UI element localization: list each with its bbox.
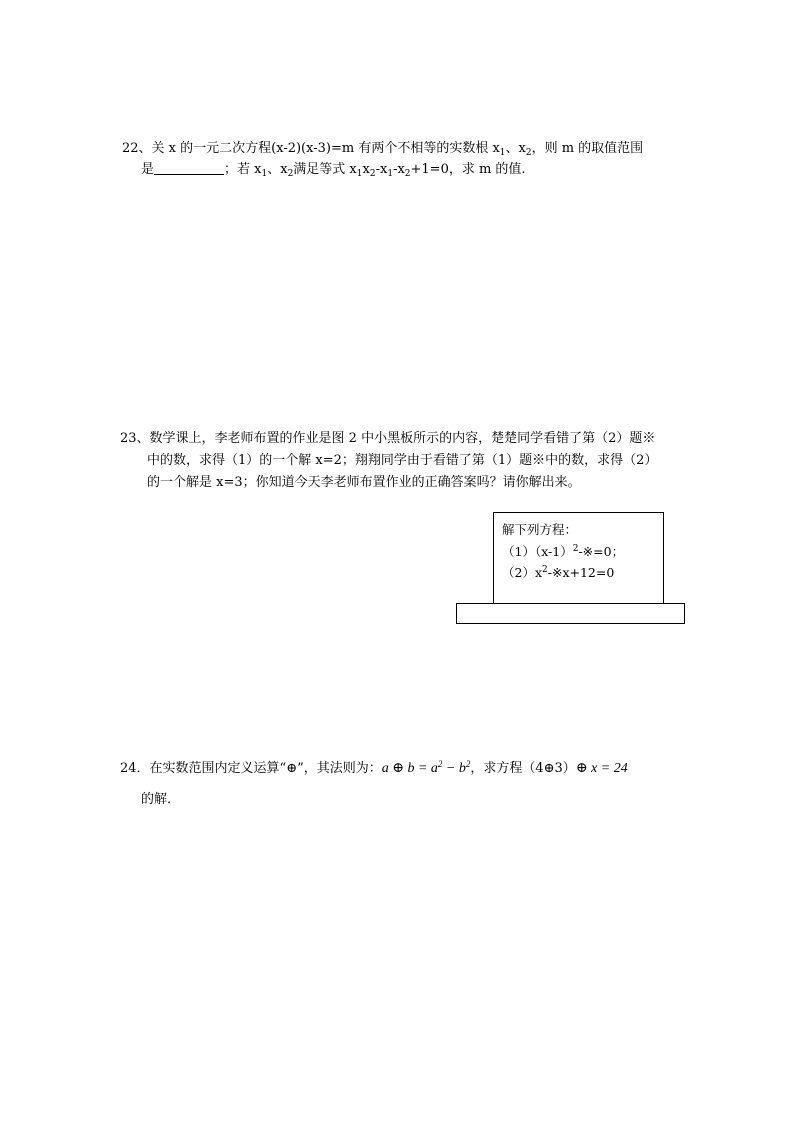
blackboard-equation-2	[502, 563, 614, 581]
blackboard	[493, 512, 664, 605]
text: ，则 m 的取值范围	[531, 141, 644, 156]
formula: ⊕ x = 24	[575, 761, 628, 776]
superscript: 2	[542, 565, 548, 575]
blackboard-stand	[456, 603, 685, 624]
question-number: 22、	[122, 141, 152, 156]
question-22-line-2	[141, 161, 526, 183]
text: 24．在实数范围内定义运算“⊕”，其法则为：	[120, 761, 382, 776]
subscript: 2	[404, 169, 411, 179]
text: 、x	[267, 162, 288, 177]
text: -※x+12=0	[547, 565, 615, 580]
subscript: 1	[261, 169, 268, 179]
text: -※=0；	[578, 544, 625, 559]
subscript: 1	[499, 148, 506, 158]
subscript: 1	[356, 169, 363, 179]
text: -x	[375, 162, 388, 177]
question-23-line-1: 23、数学课上，李老师布置的作业是图 2 中小黑板所示的内容，楚楚同学看错了第（2）题※	[120, 431, 656, 446]
text: +1=0，求 m 的值.	[410, 162, 526, 177]
blackboard-title: 解下列方程：	[502, 522, 578, 537]
answer-blank[interactable]	[154, 161, 224, 175]
text: ；若 x	[224, 162, 262, 177]
question-22-line-1	[122, 140, 643, 162]
subscript: 1	[387, 169, 394, 179]
math-text: − b	[442, 761, 466, 776]
blackboard-equation-1	[502, 542, 624, 560]
text: 、x	[505, 141, 526, 156]
text: x	[362, 162, 370, 177]
math-text: a ⊕ b = a	[381, 761, 438, 776]
question-24-line-2: 的解．	[141, 792, 181, 807]
question-23-line-2: 中的数，求得（1）的一个解 x=2；翔翔同学由于看错了第（1）题※中的数，求得（2）	[147, 453, 658, 468]
subscript: 2	[525, 148, 532, 158]
subscript: 2	[369, 169, 376, 179]
text: 满足等式 x	[293, 162, 357, 177]
question-23-line-3: 的一个解是 x=3；你知道今天李老师布置作业的正确答案吗？请你解出来。	[147, 475, 581, 490]
superscript: 2	[572, 544, 579, 554]
superscript: 2	[465, 759, 471, 769]
superscript: 2	[437, 759, 443, 769]
text: （1）（x-1）	[502, 544, 573, 559]
text: 关 x 的一元二次方程(x-2)(x-3)=m 有两个不相等的实数根 x	[151, 141, 500, 156]
question-24-line-1	[120, 755, 628, 778]
text: （2）x	[502, 565, 543, 580]
formula	[382, 761, 471, 776]
text: 是	[141, 162, 155, 177]
text: ，求方程（4⊕3）	[470, 761, 576, 776]
subscript: 2	[287, 169, 294, 179]
text: -x	[393, 162, 405, 177]
